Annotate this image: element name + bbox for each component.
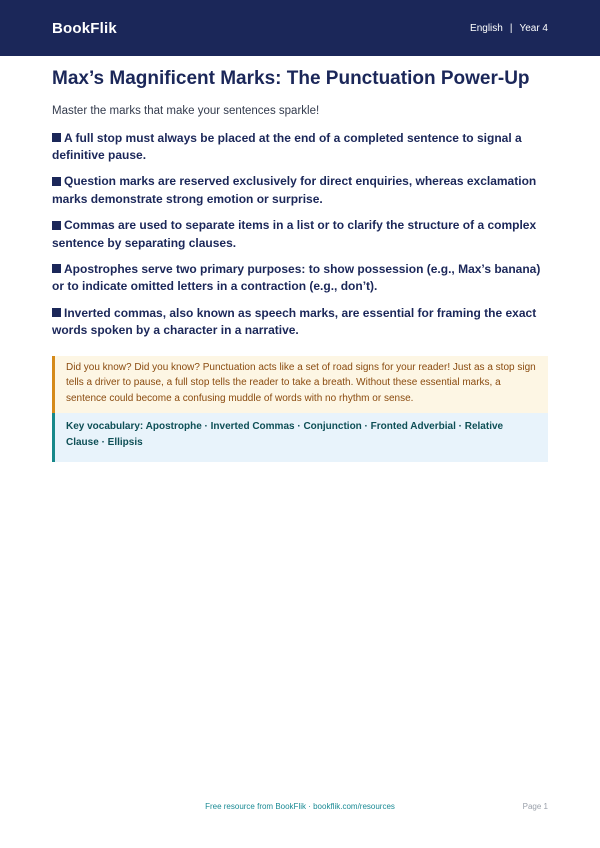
header-meta — [470, 23, 548, 34]
key-point — [52, 305, 548, 340]
square-bullet-icon — [52, 221, 61, 230]
key-point-text: A full stop must always be placed at the end of a completed sentence to signal a definitive pause. — [52, 130, 522, 163]
brand-logo-text[interactable]: BookFlik — [52, 19, 117, 37]
key-point-text: Question marks are reserved exclusively for direct enquiries, whereas exclamation marks demonstrate strong emotion or surprise. — [52, 174, 537, 206]
footer-credit[interactable]: Free resource from BookFlik · bookflik.com/resources — [205, 802, 395, 811]
key-points-list — [52, 130, 548, 340]
subject-label: English — [470, 22, 503, 34]
page-subtitle: Master the marks that make your sentences sparkle! — [52, 104, 320, 117]
square-bullet-icon — [52, 133, 61, 142]
page-footer — [52, 802, 548, 811]
key-point — [52, 217, 548, 252]
key-point-text: Commas are used to separate items in a list or to clarify the structure of a complex sentence by separating clauses. — [52, 218, 537, 250]
page-number: Page 1 — [522, 802, 548, 811]
page-title: Max’s Magnificent Marks: The Punctuation Power-Up — [52, 68, 530, 89]
square-bullet-icon — [52, 264, 61, 273]
key-point-text: Inverted commas, also known as speech marks, are essential for framing the exact words spoken by a character in a narrative. — [52, 305, 537, 338]
vocab-text: Key vocabulary: Apostrophe · Inverted Commas · Conjunction · Fronted Adverbial · Relative Clause · Ellipsis — [66, 421, 504, 448]
did-you-know-callout — [52, 356, 548, 414]
key-point — [52, 261, 548, 296]
key-point-text: Apostrophes serve two primary purposes: to show possession (e.g., Max’s banana) or to indicate omitted letters in a contraction (e.g., don’t). — [52, 261, 541, 294]
worksheet-content — [52, 66, 548, 462]
meta-separator: | — [509, 22, 513, 34]
key-point — [52, 130, 548, 165]
key-vocabulary-box — [52, 413, 548, 462]
page-header — [0, 0, 600, 56]
callout-text: Did you know? Did you know? Punctuation acts like a set of road signs for your reader! Just as a stop sign tells a driver to pause, a full stop tells the reader to take a breath. Without these essential marks, a sentence could become a confusing muddle of words with no rhythm or sense. — [66, 361, 536, 404]
square-bullet-icon — [52, 308, 61, 317]
key-point — [52, 173, 548, 208]
square-bullet-icon — [52, 177, 61, 186]
year-label: Year 4 — [519, 22, 548, 34]
